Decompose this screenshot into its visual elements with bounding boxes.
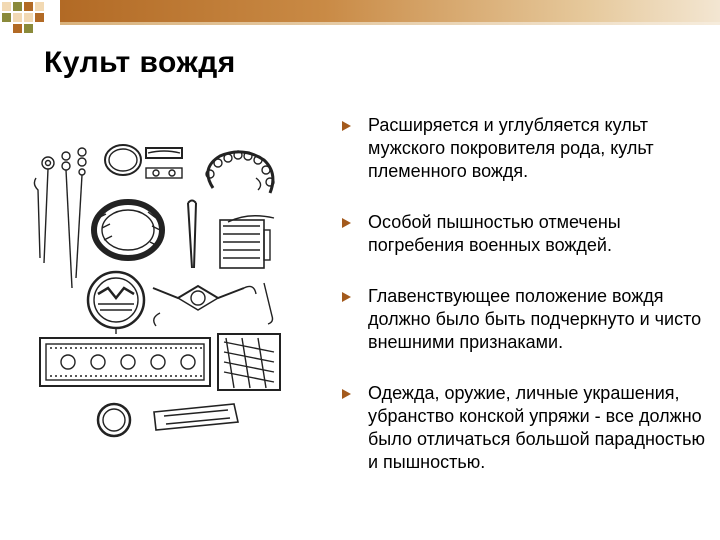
pin-artifact (62, 152, 72, 288)
header-gradient-band (60, 0, 720, 22)
decor-square (13, 2, 22, 11)
header-stripe (60, 22, 720, 25)
pin-artifact (76, 148, 86, 278)
decor-square (35, 2, 44, 11)
bullet-text: Главенствующее положение вождя должно было быть подчеркнуто и чисто внешними признаками. (368, 286, 702, 352)
bar-artifact (154, 404, 238, 430)
bullet-item (340, 285, 720, 354)
decor-square (24, 2, 33, 11)
header-decoration (0, 0, 720, 26)
bullet-item (340, 382, 720, 474)
textured-plaque-artifact (218, 334, 280, 390)
belt-plaque-artifact (40, 338, 210, 386)
ring-artifact (98, 404, 130, 436)
decor-square (2, 2, 11, 11)
mirror-artifact (88, 272, 144, 334)
bullet-arrow-icon (342, 121, 351, 131)
bridle-artifact (153, 283, 273, 326)
bullet-arrow-icon (342, 218, 351, 228)
artifacts-illustration (28, 138, 306, 438)
pin-artifact (34, 157, 54, 263)
bullet-text: Расширяется и углубляется культ мужского покровителя рода, культ племенного вождя. (368, 115, 654, 181)
decor-square (2, 13, 11, 22)
decor-square (35, 13, 44, 22)
decorative-squares (0, 0, 56, 34)
decor-square (13, 13, 22, 22)
slide-title: Культ вождя (44, 46, 236, 79)
decor-square (24, 24, 33, 33)
bracelet-artifact (94, 202, 162, 258)
bullet-item (340, 211, 720, 257)
bullet-list (340, 114, 720, 502)
decor-square (13, 24, 22, 33)
beaded-torc (206, 151, 274, 193)
bullet-item (340, 114, 720, 183)
bullet-text: Одежда, оружие, личные украшения, убранство конской упряжи - все должно было отличаться большой парадностью и пышностью. (368, 383, 706, 472)
bullet-arrow-icon (342, 292, 351, 302)
decor-square (24, 13, 33, 22)
bullet-arrow-icon (342, 389, 351, 399)
plaque-artifact (220, 216, 274, 268)
bullet-text: Особой пышностью отмечены погребения военных вождей. (368, 212, 621, 255)
artifacts-drawing (28, 138, 306, 438)
